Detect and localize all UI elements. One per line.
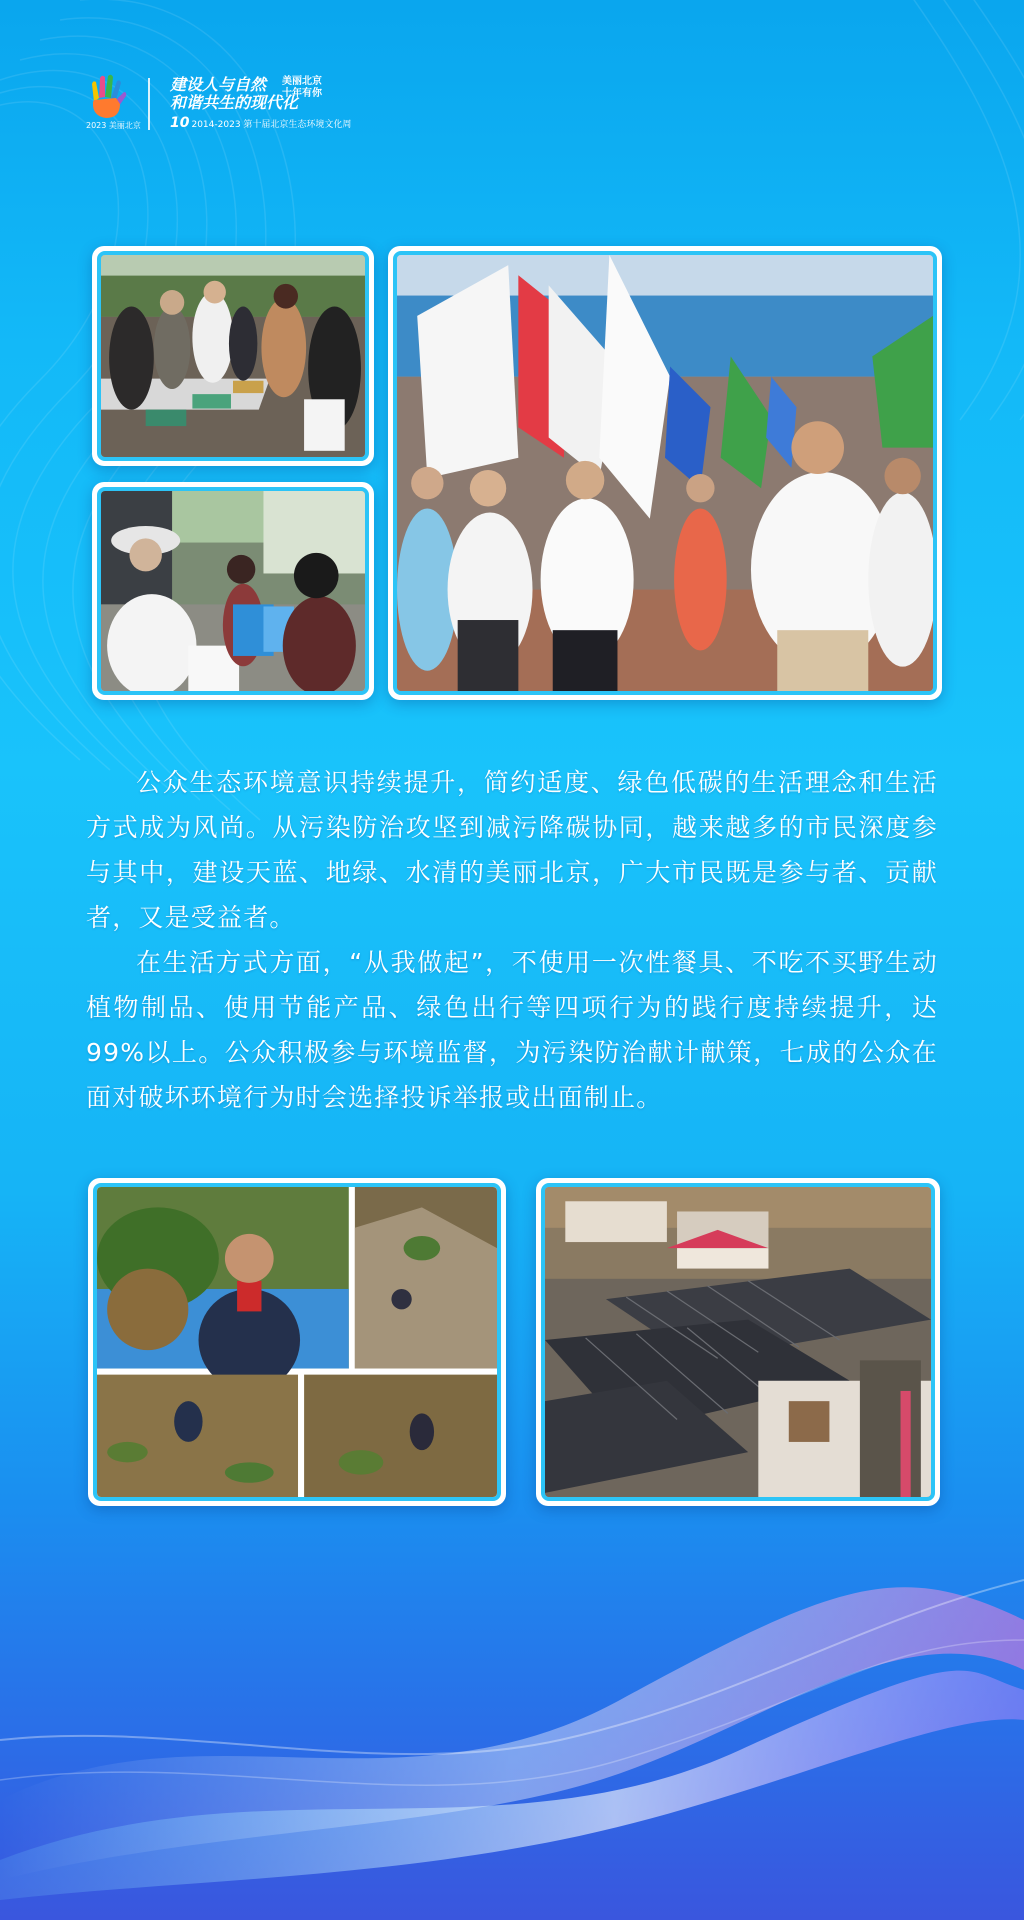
photo-flag-march [397,255,933,691]
article-text [86,760,938,1120]
bottom-light-streaks [0,1500,1024,1920]
photo-solar-rooftops [545,1187,931,1497]
paragraph-lifestyle: 在生活方式方面，“从我做起”，不使用一次性餐具、不吃不买野生动植物制品、使用节能产品、绿色出行等四项行为的践行度持续提升，达99%以上。公众积极参与环境监督，为污染防治献计献策，七成的公众在面对破坏环境行为时会选择投诉举报或出面制止。 [86,948,938,1112]
photo-handout-bags [101,491,365,691]
photo-frame-tree-planting [88,1178,506,1506]
beauty-beijing-tag [282,76,322,100]
slogan-line-1: 建设人与自然 [170,75,267,94]
slogan-line-2: 和谐共生的现代化 [170,93,299,112]
photo-frame-market [92,246,374,466]
logo-divider [148,78,150,130]
paragraph-public-awareness: 公众生态环境意识持续提升，简约适度、绿色低碳的生活理念和生活方式成为风尚。从污染防治攻坚到减污降碳协同，越来越多的市民深度参与其中，建设天蓝、地绿、水清的美丽北京，广大市民既是参与者、贡献者，又是受益者。 [86,768,938,932]
logo-year-label: 2023 美丽北京 [86,121,141,130]
photo-tree-planting-collage [97,1187,497,1497]
photo-market-crowd [101,255,365,457]
tenth-number: 10 [170,115,190,131]
tenth-text: 2014-2023 第十届北京生态环境文化周 [191,120,352,130]
photo-frame-handout [92,482,374,700]
beauty-line-1: 美丽北京 [282,76,322,87]
photo-frame-solar-roofs [536,1178,940,1506]
photo-frame-march [388,246,942,700]
tenth-edition-label [170,116,351,132]
header-logo-block [86,72,352,136]
slogan-text [170,76,298,112]
beauty-line-2: 十年有你 [282,88,322,99]
